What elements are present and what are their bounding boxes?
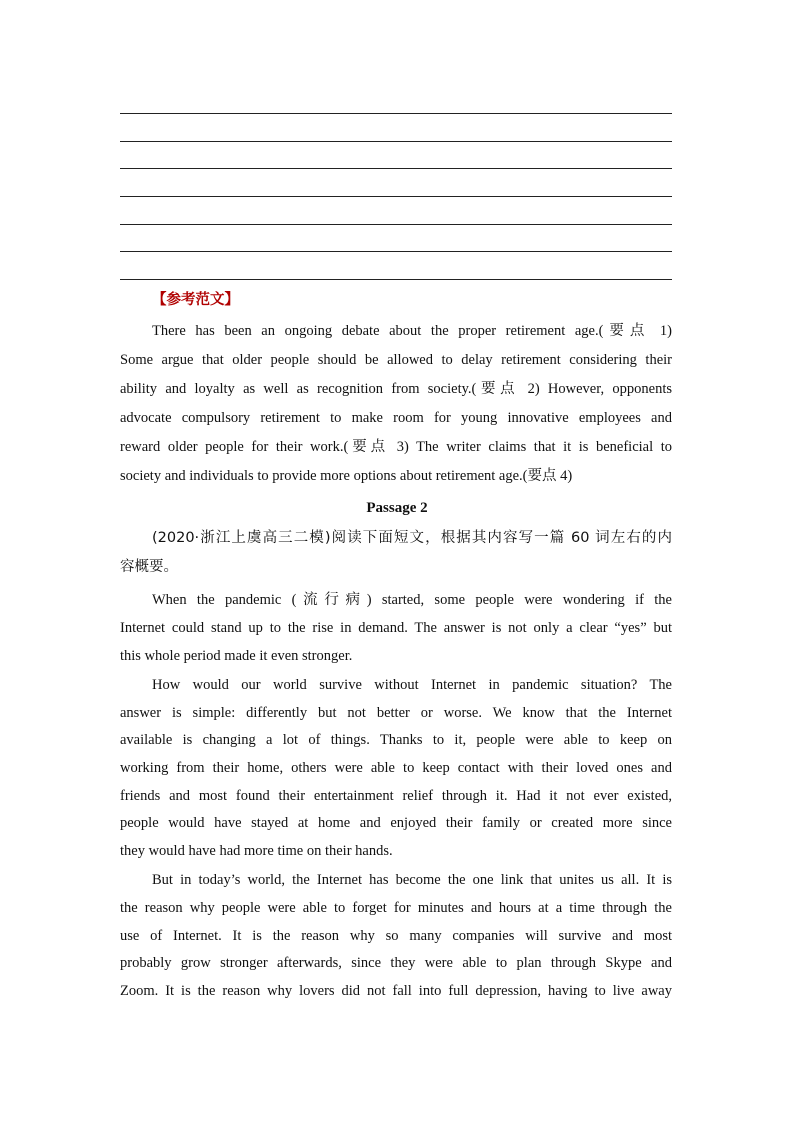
writing-line — [120, 113, 672, 114]
text-line: people would have stayed at home and enjoyed their family or created more since — [120, 815, 672, 832]
text-line: the reason why people were able to forget for minutes and hours at a time through the — [120, 899, 672, 916]
writing-line — [120, 251, 672, 252]
text-line: (2020·浙江上虞高三二模)阅读下面短文，根据其内容写一篇 60 词左右的内 — [152, 530, 672, 546]
text-line: working from their home, others were able to keep contact with their loved ones and — [120, 760, 672, 777]
passage-paragraph-1 — [120, 586, 672, 670]
text-line: Internet could stand up to the rise in demand. The answer is not only a clear “yes” but — [120, 620, 672, 636]
text-line: friends and most found their entertainment relief through it. Had it not ever existed, — [120, 787, 672, 804]
text-line: Zoom. It is the reason why lovers did not fall into full depression, having to live away — [120, 983, 672, 1000]
text-line: But in today’s world, the Internet has become the one link that unites us all. It is — [152, 872, 672, 888]
text-line: 容概要。 — [120, 559, 178, 575]
text-line: they would have had more time on their hands. — [120, 843, 393, 860]
text-line: When the pandemic (流行病) started, some people were wondering if the — [152, 592, 672, 608]
text-line: use of Internet. It is the reason why so many companies will survive and most — [120, 927, 672, 944]
text-line: reward older people for their work.(要点 3) The writer claims that it is beneficial to — [120, 439, 672, 455]
writing-line — [120, 168, 672, 169]
text-line: Some argue that older people should be allowed to delay retirement considering their — [120, 352, 672, 368]
writing-line — [120, 196, 672, 197]
passage-paragraph-2 — [120, 672, 672, 866]
text-line: society and individuals to provide more options about retirement age.(要点 4) — [120, 468, 573, 484]
writing-line — [120, 224, 672, 225]
text-line: this whole period made it even stronger. — [120, 648, 353, 664]
reference-paragraph — [120, 317, 672, 491]
writing-line — [120, 279, 672, 280]
writing-line — [120, 141, 672, 142]
text-line: There has been an ongoing debate about the proper retirement age.(要点 1) — [152, 323, 672, 339]
passage-title: Passage 2 — [366, 500, 428, 516]
instruction — [120, 524, 672, 582]
passage-paragraph-3 — [120, 867, 672, 1006]
text-line: How would our world survive without Internet in pandemic situation? The — [152, 677, 672, 693]
reference-heading: 【参考范文】 — [152, 292, 239, 308]
text-line: answer is simple: differently but not better or worse. We know that the Internet — [120, 704, 672, 721]
text-line: ability and loyalty as well as recognition from society.(要点 2) However, opponents — [120, 381, 672, 397]
text-line: probably grow stronger afterwards, since they were able to plan through Skype and — [120, 955, 672, 972]
text-line: advocate compulsory retirement to make room for young innovative employees and — [120, 410, 672, 426]
text-line: available is changing a lot of things. Thanks to it, people were able to keep on — [120, 732, 672, 749]
